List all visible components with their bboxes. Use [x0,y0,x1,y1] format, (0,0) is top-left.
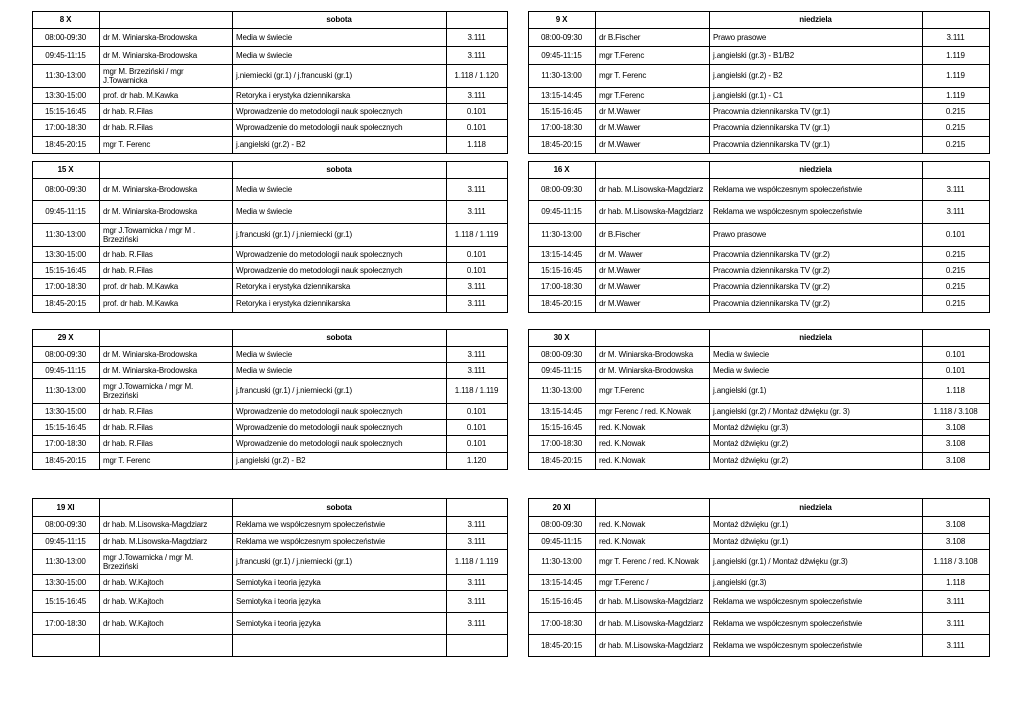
time-cell: 13:30-15:00 [44,406,87,416]
subject-cell: Media w świecie [236,365,292,375]
teacher-cell: dr M. Winiarska-Brodowska [103,365,198,375]
subject-cell: Montaż dźwięku (gr.2) [713,439,789,448]
room-cell: 3.111 [467,536,486,546]
room-cell: 3.108 [945,520,966,529]
room-cell: 0.101 [945,365,966,375]
subject-cell: Media w świecie [713,349,769,359]
teacher-cell: dr M. Winiarska-Brodowska [103,184,198,194]
row-rule [32,469,508,470]
room-cell: 1.118 / 3.108 [933,557,978,566]
teacher-cell: dr M. Winiarska-Brodowska [103,207,198,216]
room-cell: 3.111 [467,349,486,359]
time-cell: 08:00-09:30 [44,520,87,529]
subject-cell: Reklama we współczesnym społeczeństwie [713,184,863,194]
time-cell: 08:00-09:30 [44,184,87,194]
subject-cell: Wprowadzenie do metodologii nauk społecznych [236,422,403,432]
time-cell: 17:00-18:30 [540,618,583,628]
teacher-cell: dr M. Wawer [599,249,643,259]
subject-cell: Semiotyka i teoria języka [236,618,321,628]
room-cell: 0.101 [945,230,966,239]
room-cell: 0.215 [945,123,966,132]
time-cell: 17:00-18:30 [44,439,87,448]
time-cell: 17:00-18:30 [44,282,87,291]
room-cell: 1.119 [946,90,965,100]
teacher-cell: dr M.Wawer [599,265,641,275]
time-cell: 13:15-14:45 [540,406,583,416]
time-cell: 15:15-16:45 [44,596,87,606]
subject-cell: Pracownia dziennikarska TV (gr.1) [713,140,830,149]
room-cell: 0.101 [466,123,487,132]
room-cell: 3.111 [467,282,486,291]
subject-cell: Montaż dźwięku (gr.2) [713,456,789,465]
time-cell: 13:30-15:00 [44,90,87,100]
time-cell: 18:45-20:15 [540,299,583,308]
teacher-cell: dr hab. R.Filas [103,422,153,432]
room-cell: 3.111 [467,299,486,308]
teacher-cell: dr hab. W.Kajtoch [103,577,164,587]
room-cell: 0.101 [466,406,487,416]
teacher-cell: mgr M. Brzeziński / mgr J.Towarnicka [103,66,184,85]
teacher-cell: dr hab. M.Lisowska-Magdziarz [599,640,704,650]
date-header: 29 X [57,333,74,342]
col-rule [507,11,508,154]
time-cell: 09:45-11:15 [45,207,86,216]
teacher-cell: prof. dr hab. M.Kawka [103,299,179,308]
subject-cell: j.angielski (gr.3) - B1/B2 [713,50,795,60]
time-cell: 15:15-16:45 [540,596,583,606]
subject-cell: Media w świecie [236,32,292,42]
time-cell: 15:15-16:45 [44,106,87,116]
subject-cell: j.francuski (gr.1) / j.niemiecki (gr.1) [236,230,352,239]
col-rule [989,11,990,154]
room-cell: 1.118 / 1.119 [454,230,499,239]
teacher-cell: red. K.Nowak [599,456,646,465]
room-cell: 1.119 [946,71,965,80]
subject-cell: j.angielski (gr.1) / Montaż dźwięku (gr.3) [713,557,848,566]
room-cell: 3.108 [945,536,966,546]
time-cell: 17:00-18:30 [44,618,87,628]
room-cell: 1.118 / 1.119 [454,386,499,395]
subject-cell: Media w świecie [236,349,292,359]
time-cell: 17:00-18:30 [540,282,583,291]
col-rule [989,161,990,313]
row-rule [528,312,990,313]
time-cell: 09:45-11:15 [541,50,582,60]
room-cell: 0.101 [466,249,487,259]
teacher-cell: prof. dr hab. M.Kawka [103,90,179,100]
time-cell: 09:45-11:15 [541,207,582,216]
teacher-cell: mgr T.Ferenc [599,90,645,100]
teacher-cell: dr hab. R.Filas [103,439,153,448]
subject-cell: Wprowadzenie do metodologii nauk społecznych [236,265,403,275]
row-rule [32,656,508,657]
teacher-cell: dr M. Winiarska-Brodowska [599,365,694,375]
time-cell: 09:45-11:15 [541,536,582,546]
subject-cell: Wprowadzenie do metodologii nauk społecznych [236,106,403,116]
room-cell: 1.118 [946,577,965,587]
date-header: 9 X [555,15,568,24]
date-header: 15 X [57,165,74,174]
subject-cell: Semiotyka i teoria języka [236,577,321,587]
subject-cell: Prawo prasowe [713,230,767,239]
teacher-cell: dr M. Winiarska-Brodowska [103,50,198,60]
teacher-cell: dr hab. W.Kajtoch [103,618,164,628]
time-cell: 18:45-20:15 [540,456,583,465]
time-cell: 17:00-18:30 [44,123,87,132]
date-header: 8 X [59,15,72,24]
time-cell: 08:00-09:30 [540,32,583,42]
room-cell: 3.111 [467,90,486,100]
subject-cell: j.francuski (gr.1) / j.niemiecki (gr.1) [236,557,352,566]
teacher-cell: red. K.Nowak [599,422,646,432]
room-cell: 1.118 [467,140,486,149]
room-cell: 0.215 [945,265,966,275]
room-cell: 0.101 [466,439,487,448]
time-cell: 17:00-18:30 [540,439,583,448]
date-header: 20 XI [552,502,571,512]
col-rule [507,498,508,657]
subject-cell: Pracownia dziennikarska TV (gr.2) [713,299,830,308]
teacher-cell [99,634,232,656]
room-cell: 3.108 [945,439,966,448]
day-header: niedziela [799,502,832,512]
subject-cell: Pracownia dziennikarska TV (gr.1) [713,123,830,132]
teacher-cell: dr M.Wawer [599,140,641,149]
subject-cell: Reklama we współczesnym społeczeństwie [236,520,386,529]
subject-cell: Wprowadzenie do metodologii nauk społecznych [236,406,403,416]
col-rule [507,329,508,470]
subject-cell: Media w świecie [236,207,292,216]
teacher-cell: dr hab. R.Filas [103,123,153,132]
teacher-cell: mgr T. Ferenc [599,71,647,80]
time-cell: 13:30-15:00 [44,249,87,259]
room-cell: 3.111 [946,640,965,650]
teacher-cell: dr hab. M.Lisowska-Magdziarz [599,207,704,216]
day-header: niedziela [799,15,832,24]
subject-cell: Media w świecie [236,50,292,60]
teacher-cell: dr M. Winiarska-Brodowska [103,32,198,42]
room-cell: 3.111 [467,596,486,606]
room-cell: 0.215 [945,249,966,259]
teacher-cell: dr hab. M.Lisowska-Magdziarz [103,536,208,546]
subject-cell: Wprowadzenie do metodologii nauk społecznych [236,249,403,259]
row-rule [528,656,990,657]
teacher-cell: mgr T.Ferenc / [599,577,649,587]
room-cell: 3.111 [946,207,965,216]
subject-cell: j.angielski (gr.3) [713,577,767,587]
teacher-cell: red. K.Nowak [599,439,646,448]
room-cell: 0.101 [466,106,487,116]
time-cell: 09:45-11:15 [45,536,86,546]
room-cell: 1.118 / 1.119 [454,557,499,566]
teacher-cell: dr M.Wawer [599,106,641,116]
time-cell: 18:45-20:15 [540,140,583,149]
teacher-cell: mgr T. Ferenc [103,140,151,149]
room-cell: 3.111 [467,50,486,60]
time-cell: 13:15-14:45 [540,577,583,587]
teacher-cell: dr hab. M.Lisowska-Magdziarz [599,596,704,606]
subject-cell: Wprowadzenie do metodologii nauk społecznych [236,123,403,132]
teacher-cell: dr hab. M.Lisowska-Magdziarz [103,520,208,529]
subject-cell: j.angielski (gr.2) / Montaż dźwięku (gr. 3) [713,406,850,416]
room-cell: 3.111 [467,577,486,587]
time-cell: 15:15-16:45 [540,106,583,116]
room-cell: 1.118 / 1.120 [454,71,499,80]
subject-cell: Media w świecie [236,184,292,194]
room-cell: 3.111 [467,184,486,194]
teacher-cell: mgr Ferenc / red. K.Nowak [599,406,691,416]
teacher-cell: dr hab. R.Filas [103,249,153,259]
room-cell: 3.111 [946,618,965,628]
room-cell: 1.120 [466,456,487,465]
time-cell [32,634,99,656]
subject-cell: j.angielski (gr.2) - B2 [713,71,783,80]
time-cell: 18:45-20:15 [540,640,583,650]
room-cell: 0.101 [466,265,487,275]
row-rule [528,469,990,470]
time-cell: 15:15-16:45 [44,265,87,275]
teacher-cell: mgr J.Towarnicka / mgr M. Brzeziński [103,381,194,400]
time-cell: 15:15-16:45 [44,422,87,432]
subject-cell: Prawo prasowe [713,32,767,42]
room-cell: 1.118 / 3.108 [933,406,978,416]
row-rule [32,312,508,313]
subject-cell: j.angielski (gr.1) [713,386,767,395]
room-cell: 3.111 [946,596,965,606]
time-cell: 08:00-09:30 [44,349,87,359]
time-cell: 11:30-13:00 [45,386,86,395]
subject-cell: Reklama we współczesnym społeczeństwie [713,207,863,216]
time-cell: 11:30-13:00 [541,230,582,239]
room-cell [446,634,507,656]
day-header: sobota [326,165,352,174]
time-cell: 09:45-11:15 [541,365,582,375]
room-cell: 1.118 [946,386,965,395]
teacher-cell: dr hab. M.Lisowska-Magdziarz [599,618,704,628]
teacher-cell: dr B.Fischer [599,230,641,239]
teacher-cell: prof. dr hab. M.Kawka [103,282,179,291]
time-cell: 08:00-09:30 [540,520,583,529]
subject-cell: Pracownia dziennikarska TV (gr.1) [713,106,830,116]
subject-cell: Wprowadzenie do metodologii nauk społecznych [236,439,403,448]
teacher-cell: mgr T. Ferenc / red. K.Nowak [599,557,699,566]
date-header: 19 XI [56,502,75,512]
time-cell: 18:45-20:15 [44,140,87,149]
teacher-cell: dr hab. R.Filas [103,406,153,416]
teacher-cell: dr M.Wawer [599,123,641,132]
subject-cell: j.niemiecki (gr.1) / j.francuski (gr.1) [236,71,352,80]
subject-cell: Media w świecie [713,365,769,375]
time-cell: 13:15-14:45 [540,249,583,259]
row-rule [32,153,508,154]
subject-cell: Montaż dźwięku (gr.1) [713,520,789,529]
room-cell: 3.111 [467,207,486,216]
subject-cell: Retoryka i erystyka dziennikarska [236,282,351,291]
subject-cell: Retoryka i erystyka dziennikarska [236,299,351,308]
time-cell: 17:00-18:30 [540,123,583,132]
time-cell: 15:15-16:45 [540,265,583,275]
time-cell: 13:30-15:00 [44,577,87,587]
time-cell: 11:30-13:00 [541,386,582,395]
room-cell: 0.215 [945,282,966,291]
subject-cell: Semiotyka i teoria języka [236,596,321,606]
teacher-cell: mgr J.Towarnicka / mgr M . Brzeziński [103,225,196,244]
col-rule [507,161,508,313]
date-header: 30 X [553,333,570,342]
subject-cell: j.francuski (gr.1) / j.niemiecki (gr.1) [236,386,352,395]
subject-cell [232,634,446,656]
time-cell: 15:15-16:45 [540,422,583,432]
subject-cell: Reklama we współczesnym społeczeństwie [713,640,863,650]
subject-cell: j.angielski (gr.2) - B2 [236,456,306,465]
room-cell: 0.215 [945,106,966,116]
subject-cell: Reklama we współczesnym społeczeństwie [236,536,386,546]
subject-cell: j.angielski (gr.1) - C1 [713,90,783,100]
time-cell: 11:30-13:00 [45,230,86,239]
subject-cell: Pracownia dziennikarska TV (gr.2) [713,282,830,291]
room-cell: 0.215 [945,299,966,308]
room-cell: 3.111 [467,32,486,42]
date-header: 16 X [553,165,570,174]
teacher-cell: dr M.Wawer [599,299,641,308]
teacher-cell: mgr T. Ferenc [103,456,151,465]
day-header: sobota [326,502,352,512]
row-rule [528,153,990,154]
subject-cell: j.angielski (gr.2) - B2 [236,140,306,149]
time-cell: 08:00-09:30 [44,32,87,42]
teacher-cell: dr M. Winiarska-Brodowska [599,349,694,359]
teacher-cell: mgr T.Ferenc [599,386,645,395]
day-header: niedziela [799,333,832,342]
room-cell: 3.111 [467,365,486,375]
time-cell: 11:30-13:00 [541,71,582,80]
time-cell: 11:30-13:00 [541,557,582,566]
time-cell: 18:45-20:15 [44,456,87,465]
teacher-cell: dr hab. M.Lisowska-Magdziarz [599,184,704,194]
room-cell: 1.119 [946,50,965,60]
subject-cell: Pracownia dziennikarska TV (gr.2) [713,249,830,259]
time-cell: 09:45-11:15 [45,365,86,375]
teacher-cell: dr hab. R.Filas [103,106,153,116]
time-cell: 13:15-14:45 [540,90,583,100]
room-cell: 3.111 [467,618,486,628]
time-cell: 08:00-09:30 [540,184,583,194]
time-cell: 08:00-09:30 [540,349,583,359]
room-cell: 3.108 [945,422,966,432]
teacher-cell: dr M. Winiarska-Brodowska [103,349,198,359]
teacher-cell: red. K.Nowak [599,520,646,529]
day-header: niedziela [799,165,832,174]
subject-cell: Reklama we współczesnym społeczeństwie [713,618,863,628]
subject-cell: Retoryka i erystyka dziennikarska [236,90,351,100]
subject-cell: Pracownia dziennikarska TV (gr.2) [713,265,830,275]
subject-cell: Montaż dźwięku (gr.3) [713,422,789,432]
day-header: sobota [326,333,352,342]
room-cell: 3.108 [945,456,966,465]
col-rule [989,329,990,470]
room-cell: 0.101 [466,422,487,432]
room-cell: 3.111 [467,520,486,529]
col-rule [989,498,990,657]
room-cell: 0.101 [945,349,966,359]
time-cell: 18:45-20:15 [44,299,87,308]
teacher-cell: dr hab. W.Kajtoch [103,596,164,606]
subject-cell: Montaż dźwięku (gr.1) [713,536,789,546]
teacher-cell: dr hab. R.Filas [103,265,153,275]
room-cell: 0.215 [945,140,966,149]
teacher-cell: mgr T.Ferenc [599,50,645,60]
day-header: sobota [326,15,352,24]
teacher-cell: mgr J.Towarnicka / mgr M. Brzeziński [103,552,194,571]
time-cell: 09:45-11:15 [45,50,86,60]
time-cell: 11:30-13:00 [45,557,86,566]
time-cell: 11:30-13:00 [45,71,86,80]
subject-cell: Reklama we współczesnym społeczeństwie [713,596,863,606]
teacher-cell: dr B.Fischer [599,32,641,42]
teacher-cell: dr M.Wawer [599,282,641,291]
room-cell: 3.111 [946,32,965,42]
room-cell: 3.111 [946,184,965,194]
teacher-cell: red. K.Nowak [599,536,646,546]
